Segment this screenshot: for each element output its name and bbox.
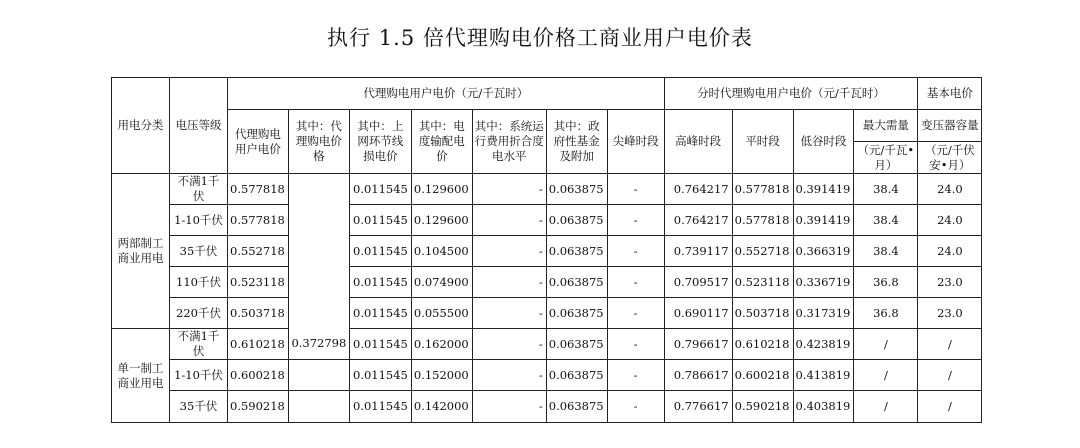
table-body	[112, 174, 982, 423]
transmission-cell: 0.152000	[411, 360, 472, 391]
category-cell: 单一制工商业用电	[112, 329, 170, 423]
shared-agent-price-cell: 0.372798	[288, 174, 349, 360]
header-peak: 高峰时段	[664, 110, 732, 174]
table-row	[112, 298, 982, 329]
table-row	[112, 360, 982, 391]
table-row	[112, 391, 982, 423]
flat-cell: 0.503718	[732, 298, 793, 329]
header-gov-fund: 其中：政府性基金及附加	[546, 110, 607, 174]
max-demand-cell: /	[854, 329, 918, 360]
table-row	[112, 205, 982, 236]
gov-fund-cell: 0.063875	[546, 205, 607, 236]
transformer-cell: 23.0	[918, 267, 982, 298]
header-category: 用电分类	[112, 78, 170, 174]
system-cost-cell: -	[472, 236, 546, 267]
loss-cell: 0.011545	[349, 391, 411, 423]
sharp-peak-cell: -	[607, 236, 664, 267]
peak-cell: 0.786617	[664, 360, 732, 391]
transmission-cell: 0.129600	[411, 205, 472, 236]
sharp-peak-cell: -	[607, 267, 664, 298]
peak-cell: 0.739117	[664, 236, 732, 267]
system-cost-cell: -	[472, 205, 546, 236]
system-cost-cell: -	[472, 267, 546, 298]
max-demand-cell: 38.4	[854, 174, 918, 205]
system-cost-cell: -	[472, 298, 546, 329]
valley-cell: 0.391419	[793, 174, 854, 205]
flat-cell: 0.552718	[732, 236, 793, 267]
transmission-cell: 0.104500	[411, 236, 472, 267]
max-demand-cell: 38.4	[854, 236, 918, 267]
peak-cell: 0.764217	[664, 205, 732, 236]
header-voltage: 电压等级	[170, 78, 228, 174]
flat-cell: 0.577818	[732, 174, 793, 205]
table-row	[112, 329, 982, 360]
loss-cell: 0.011545	[349, 329, 411, 360]
transmission-cell: 0.055500	[411, 298, 472, 329]
transmission-cell: 0.129600	[411, 174, 472, 205]
agent-price-cell: 0.600218	[228, 360, 289, 391]
transformer-cell: 24.0	[918, 236, 982, 267]
page-title: 执行 1.5 倍代理购电价格工商业用户电价表	[327, 26, 753, 50]
transmission-cell: 0.074900	[411, 267, 472, 298]
header-tou-group: 分时代理购电用户电价（元/千瓦时）	[664, 78, 918, 110]
table-row	[112, 174, 982, 205]
header-system-cost: 其中：系统运行费用折合度电水平	[472, 110, 546, 174]
peak-cell: 0.764217	[664, 174, 732, 205]
gov-fund-cell: 0.063875	[546, 298, 607, 329]
voltage-cell: 35千伏	[170, 236, 228, 267]
gov-fund-cell: 0.063875	[546, 236, 607, 267]
gov-fund-cell: 0.063875	[546, 174, 607, 205]
max-demand-cell: 38.4	[854, 205, 918, 236]
header-flat: 平时段	[732, 110, 793, 174]
gov-fund-cell: 0.063875	[546, 391, 607, 423]
table-header	[112, 78, 982, 174]
loss-cell: 0.011545	[349, 267, 411, 298]
sharp-peak-cell: -	[607, 174, 664, 205]
max-demand-cell: 36.8	[854, 267, 918, 298]
sharp-peak-cell: -	[607, 360, 664, 391]
transformer-cell: /	[918, 360, 982, 391]
flat-cell: 0.600218	[732, 360, 793, 391]
agent-price-cell: 0.503718	[228, 298, 289, 329]
agent-line-cell	[288, 391, 349, 423]
agent-line-cell	[288, 360, 349, 391]
voltage-cell: 110千伏	[170, 267, 228, 298]
header-agent-price: 代理购电用户电价	[228, 110, 289, 174]
peak-cell: 0.796617	[664, 329, 732, 360]
sharp-peak-cell: -	[607, 205, 664, 236]
header-sharp-peak: 尖峰时段	[607, 110, 664, 174]
voltage-cell: 220千伏	[170, 298, 228, 329]
table-row	[112, 267, 982, 298]
max-demand-cell: /	[854, 360, 918, 391]
agent-price-cell: 0.610218	[228, 329, 289, 360]
peak-cell: 0.709517	[664, 267, 732, 298]
transmission-cell: 0.142000	[411, 391, 472, 423]
sharp-peak-cell: -	[607, 329, 664, 360]
valley-cell: 0.336719	[793, 267, 854, 298]
loss-cell: 0.011545	[349, 298, 411, 329]
system-cost-cell: -	[472, 360, 546, 391]
flat-cell: 0.577818	[732, 205, 793, 236]
header-loss: 其中：上网环节线损电价	[349, 110, 411, 174]
loss-cell: 0.011545	[349, 205, 411, 236]
valley-cell: 0.317319	[793, 298, 854, 329]
header-transformer: 变压器容量	[918, 110, 982, 142]
header-agent-line: 其中：代理购电价格	[288, 110, 349, 174]
voltage-cell: 1-10千伏	[170, 205, 228, 236]
voltage-cell: 不满1千伏	[170, 329, 228, 360]
category-cell: 两部制工商业用电	[112, 174, 170, 329]
transformer-cell: 24.0	[918, 174, 982, 205]
table-row	[112, 236, 982, 267]
system-cost-cell: -	[472, 174, 546, 205]
agent-price-cell: 0.590218	[228, 391, 289, 423]
gov-fund-cell: 0.063875	[546, 267, 607, 298]
voltage-cell: 1-10千伏	[170, 360, 228, 391]
price-table-container	[111, 77, 982, 423]
valley-cell: 0.403819	[793, 391, 854, 423]
transformer-cell: /	[918, 391, 982, 423]
sharp-peak-cell: -	[607, 391, 664, 423]
transformer-cell: 24.0	[918, 205, 982, 236]
price-table	[111, 77, 982, 423]
loss-cell: 0.011545	[349, 360, 411, 391]
valley-cell: 0.366319	[793, 236, 854, 267]
header-valley: 低谷时段	[793, 110, 854, 174]
gov-fund-cell: 0.063875	[546, 329, 607, 360]
sharp-peak-cell: -	[607, 298, 664, 329]
loss-cell: 0.011545	[349, 236, 411, 267]
header-max-demand-unit: （元/千瓦•月）	[854, 142, 918, 174]
agent-price-cell: 0.577818	[228, 174, 289, 205]
header-transmission: 其中：电度输配电价	[411, 110, 472, 174]
flat-cell: 0.523118	[732, 267, 793, 298]
system-cost-cell: -	[472, 329, 546, 360]
header-agent-group: 代理购电用户电价（元/千瓦时）	[228, 78, 665, 110]
max-demand-cell: /	[854, 391, 918, 423]
agent-price-cell: 0.523118	[228, 267, 289, 298]
valley-cell: 0.391419	[793, 205, 854, 236]
transformer-cell: 23.0	[918, 298, 982, 329]
header-basic-group: 基本电价	[918, 78, 982, 110]
agent-price-cell: 0.577818	[228, 205, 289, 236]
loss-cell: 0.011545	[349, 174, 411, 205]
max-demand-cell: 36.8	[854, 298, 918, 329]
header-transformer-unit: （元/千伏安•月）	[918, 142, 982, 174]
transformer-cell: /	[918, 329, 982, 360]
peak-cell: 0.690117	[664, 298, 732, 329]
header-max-demand: 最大需量	[854, 110, 918, 142]
flat-cell: 0.610218	[732, 329, 793, 360]
peak-cell: 0.776617	[664, 391, 732, 423]
valley-cell: 0.423819	[793, 329, 854, 360]
agent-price-cell: 0.552718	[228, 236, 289, 267]
flat-cell: 0.590218	[732, 391, 793, 423]
system-cost-cell: -	[472, 391, 546, 423]
voltage-cell: 35千伏	[170, 391, 228, 423]
valley-cell: 0.413819	[793, 360, 854, 391]
gov-fund-cell: 0.063875	[546, 360, 607, 391]
transmission-cell: 0.162000	[411, 329, 472, 360]
voltage-cell: 不满1千伏	[170, 174, 228, 205]
